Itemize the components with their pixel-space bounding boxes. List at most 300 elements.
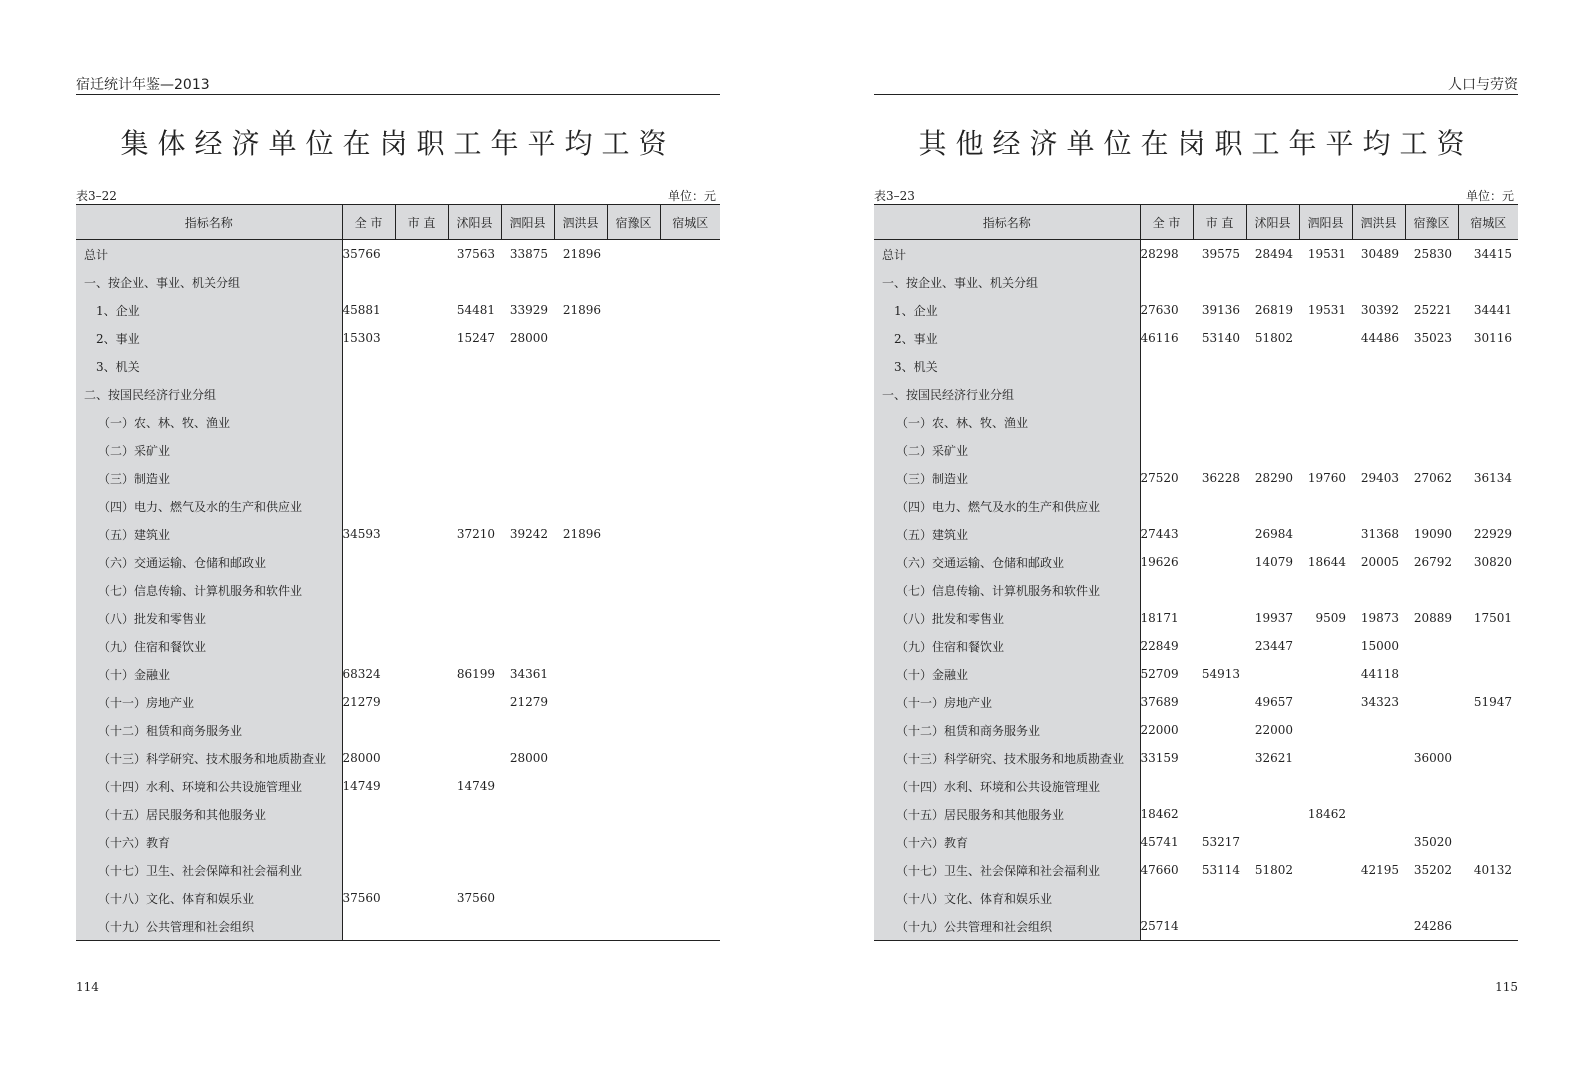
cell-value bbox=[501, 548, 554, 576]
table-row bbox=[76, 688, 720, 716]
cell-value bbox=[342, 716, 395, 744]
cell-value bbox=[554, 268, 607, 296]
cell-value bbox=[501, 716, 554, 744]
cell-value bbox=[448, 408, 501, 436]
cell-value bbox=[660, 800, 720, 828]
cell-value bbox=[1458, 744, 1518, 772]
cell-value bbox=[1405, 884, 1458, 912]
header-rule bbox=[874, 94, 1518, 95]
table-number: 表3–23 bbox=[874, 189, 915, 203]
cell-value bbox=[448, 800, 501, 828]
cell-value bbox=[554, 464, 607, 492]
cell-value: 17501 bbox=[1473, 611, 1512, 625]
cell-value bbox=[1352, 744, 1405, 772]
table-row bbox=[76, 436, 720, 464]
running-head-text: 宿迁统计年鉴—2013 bbox=[76, 77, 210, 93]
table-body bbox=[76, 240, 720, 941]
table-row bbox=[76, 772, 720, 800]
cell-value bbox=[395, 352, 448, 380]
cell-value bbox=[342, 408, 395, 436]
cell-value: 28290 bbox=[1254, 471, 1293, 485]
cell-value bbox=[1193, 380, 1246, 408]
cell-value bbox=[395, 632, 448, 660]
cell-value: 29403 bbox=[1360, 471, 1399, 485]
cell-value: 37689 bbox=[1140, 695, 1179, 709]
table-meta bbox=[874, 187, 1518, 203]
cell-value bbox=[554, 828, 607, 856]
cell-value bbox=[1193, 800, 1246, 828]
cell-value bbox=[501, 632, 554, 660]
column-header: 泗洪县 bbox=[554, 205, 607, 240]
cell-value bbox=[395, 576, 448, 604]
cell-value bbox=[1299, 744, 1352, 772]
cell-value: 25830 bbox=[1413, 247, 1452, 261]
cell-value bbox=[1458, 884, 1518, 912]
cell-value: 54913 bbox=[1201, 667, 1240, 681]
row-label: （二）采矿业 bbox=[874, 436, 1140, 464]
row-label: （八）批发和零售业 bbox=[874, 604, 1140, 632]
row-label: （十八）文化、体育和娱乐业 bbox=[874, 884, 1140, 912]
table-row bbox=[874, 744, 1518, 772]
cell-value: 45741 bbox=[1140, 835, 1179, 849]
cell-value: 28000 bbox=[342, 751, 381, 765]
cell-value bbox=[1246, 800, 1299, 828]
cell-value bbox=[607, 912, 660, 941]
cell-value: 32621 bbox=[1254, 751, 1293, 765]
cell-value bbox=[1299, 520, 1352, 548]
cell-value bbox=[607, 324, 660, 352]
cell-value: 51802 bbox=[1254, 331, 1293, 345]
cell-value bbox=[1352, 492, 1405, 520]
cell-value bbox=[1352, 268, 1405, 296]
table-row bbox=[76, 912, 720, 941]
cell-value bbox=[448, 436, 501, 464]
column-header: 宿豫区 bbox=[607, 205, 660, 240]
left-page bbox=[76, 0, 720, 1077]
cell-value bbox=[501, 884, 554, 912]
row-label: （十三）科学研究、技术服务和地质勘查业 bbox=[874, 744, 1140, 772]
cell-value bbox=[1405, 380, 1458, 408]
cell-value: 22929 bbox=[1473, 527, 1512, 541]
cell-value: 19760 bbox=[1307, 471, 1346, 485]
cell-value bbox=[607, 688, 660, 716]
cell-value: 44118 bbox=[1360, 667, 1399, 681]
cell-value bbox=[1193, 688, 1246, 716]
table-row bbox=[874, 660, 1518, 688]
table-row bbox=[874, 464, 1518, 492]
table-row bbox=[76, 884, 720, 912]
cell-value bbox=[1458, 352, 1518, 380]
cell-value bbox=[1405, 688, 1458, 716]
cell-value: 35766 bbox=[342, 247, 381, 261]
cell-value bbox=[607, 856, 660, 884]
cell-value bbox=[395, 324, 448, 352]
cell-value: 15000 bbox=[1360, 639, 1399, 653]
cell-value bbox=[448, 352, 501, 380]
cell-value: 68324 bbox=[342, 667, 381, 681]
cell-value bbox=[395, 436, 448, 464]
table-meta bbox=[76, 187, 720, 203]
cell-value bbox=[1299, 632, 1352, 660]
cell-value bbox=[607, 632, 660, 660]
cell-value bbox=[1193, 884, 1246, 912]
cell-value bbox=[1299, 660, 1352, 688]
column-header-indicator: 指标名称 bbox=[76, 205, 342, 240]
row-label: （十一）房地产业 bbox=[76, 688, 342, 716]
cell-value: 37560 bbox=[456, 891, 495, 905]
table-row bbox=[76, 800, 720, 828]
cell-value bbox=[660, 380, 720, 408]
cell-value bbox=[395, 744, 448, 772]
cell-value: 49657 bbox=[1254, 695, 1293, 709]
cell-value: 34441 bbox=[1473, 303, 1512, 317]
cell-value bbox=[607, 436, 660, 464]
cell-value bbox=[607, 884, 660, 912]
cell-value: 33159 bbox=[1140, 751, 1179, 765]
cell-value bbox=[607, 660, 660, 688]
row-label: （十二）租赁和商务服务业 bbox=[874, 716, 1140, 744]
cell-value bbox=[1405, 576, 1458, 604]
cell-value bbox=[395, 464, 448, 492]
cell-value bbox=[1405, 408, 1458, 436]
table-row bbox=[76, 380, 720, 408]
table-row bbox=[874, 688, 1518, 716]
cell-value: 25221 bbox=[1413, 303, 1452, 317]
table-row bbox=[76, 464, 720, 492]
right-page bbox=[874, 0, 1518, 1077]
cell-value: 33875 bbox=[509, 247, 548, 261]
cell-value bbox=[501, 464, 554, 492]
cell-value bbox=[1193, 408, 1246, 436]
table-row bbox=[874, 912, 1518, 941]
cell-value bbox=[660, 520, 720, 548]
cell-value: 22000 bbox=[1140, 723, 1179, 737]
cell-value bbox=[607, 576, 660, 604]
table-row bbox=[874, 884, 1518, 912]
cell-value bbox=[501, 828, 554, 856]
cell-value: 37563 bbox=[456, 247, 495, 261]
cell-value bbox=[1246, 576, 1299, 604]
cell-value: 45881 bbox=[342, 303, 381, 317]
row-label: （十）金融业 bbox=[76, 660, 342, 688]
wage-table bbox=[874, 204, 1518, 941]
cell-value bbox=[501, 268, 554, 296]
header-rule bbox=[76, 94, 720, 95]
table-row bbox=[874, 716, 1518, 744]
cell-value: 20889 bbox=[1413, 611, 1452, 625]
cell-value: 51947 bbox=[1473, 695, 1512, 709]
cell-value: 15247 bbox=[456, 331, 495, 345]
cell-value: 18462 bbox=[1140, 807, 1179, 821]
cell-value bbox=[448, 464, 501, 492]
row-label: （五）建筑业 bbox=[874, 520, 1140, 548]
page-number: 115 bbox=[1495, 980, 1518, 994]
cell-value bbox=[395, 520, 448, 548]
table-row bbox=[76, 352, 720, 380]
cell-value bbox=[554, 604, 607, 632]
cell-value bbox=[501, 912, 554, 941]
cell-value: 15303 bbox=[342, 331, 381, 345]
cell-value bbox=[1246, 436, 1299, 464]
cell-value: 18171 bbox=[1140, 611, 1179, 625]
table-row bbox=[76, 268, 720, 296]
cell-value: 14079 bbox=[1254, 555, 1293, 569]
table-row bbox=[874, 856, 1518, 884]
cell-value bbox=[395, 800, 448, 828]
row-label: （九）住宿和餐饮业 bbox=[874, 632, 1140, 660]
column-header: 宿城区 bbox=[1458, 205, 1518, 240]
cell-value bbox=[501, 604, 554, 632]
cell-value: 36000 bbox=[1413, 751, 1452, 765]
cell-value bbox=[554, 380, 607, 408]
cell-value bbox=[1299, 772, 1352, 800]
cell-value bbox=[1352, 828, 1405, 856]
row-label: 总计 bbox=[76, 240, 342, 269]
cell-value: 21279 bbox=[509, 695, 548, 709]
cell-value bbox=[1246, 492, 1299, 520]
cell-value bbox=[448, 492, 501, 520]
row-label: （三）制造业 bbox=[76, 464, 342, 492]
table-row bbox=[874, 240, 1518, 269]
row-label: （十五）居民服务和其他服务业 bbox=[76, 800, 342, 828]
wage-table bbox=[76, 204, 720, 941]
table-row bbox=[76, 324, 720, 352]
cell-value bbox=[1352, 912, 1405, 941]
cell-value bbox=[1299, 268, 1352, 296]
cell-value bbox=[1458, 576, 1518, 604]
cell-value bbox=[1193, 492, 1246, 520]
cell-value bbox=[607, 716, 660, 744]
column-header: 市 直 bbox=[395, 205, 448, 240]
cell-value bbox=[342, 912, 395, 941]
cell-value: 19873 bbox=[1360, 611, 1399, 625]
row-label: （十九）公共管理和社会组织 bbox=[874, 912, 1140, 941]
row-label: （十一）房地产业 bbox=[874, 688, 1140, 716]
cell-value bbox=[342, 576, 395, 604]
table-row bbox=[874, 436, 1518, 464]
cell-value bbox=[395, 296, 448, 324]
cell-value bbox=[342, 436, 395, 464]
cell-value bbox=[660, 660, 720, 688]
cell-value bbox=[607, 380, 660, 408]
cell-value bbox=[1405, 716, 1458, 744]
cell-value bbox=[1193, 772, 1246, 800]
cell-value: 19090 bbox=[1413, 527, 1452, 541]
cell-value: 37210 bbox=[456, 527, 495, 541]
table-row bbox=[874, 604, 1518, 632]
cell-value bbox=[1458, 828, 1518, 856]
cell-value bbox=[342, 268, 395, 296]
cell-value bbox=[660, 688, 720, 716]
cell-value bbox=[1193, 268, 1246, 296]
cell-value bbox=[395, 548, 448, 576]
cell-value: 51802 bbox=[1254, 863, 1293, 877]
cell-value bbox=[1299, 352, 1352, 380]
cell-value bbox=[1193, 716, 1246, 744]
cell-value bbox=[660, 716, 720, 744]
cell-value bbox=[1140, 408, 1193, 436]
cell-value bbox=[660, 464, 720, 492]
row-label: （八）批发和零售业 bbox=[76, 604, 342, 632]
cell-value bbox=[342, 828, 395, 856]
unit-label: 单位：元 bbox=[1465, 189, 1514, 203]
cell-value: 39136 bbox=[1201, 303, 1240, 317]
table-row bbox=[76, 660, 720, 688]
table-row bbox=[874, 520, 1518, 548]
cell-value bbox=[395, 408, 448, 436]
table-row bbox=[874, 632, 1518, 660]
cell-value bbox=[1299, 716, 1352, 744]
cell-value bbox=[448, 268, 501, 296]
cell-value bbox=[1299, 856, 1352, 884]
cell-value bbox=[1299, 576, 1352, 604]
cell-value: 44486 bbox=[1360, 331, 1399, 345]
cell-value bbox=[607, 492, 660, 520]
cell-value: 86199 bbox=[456, 667, 495, 681]
cell-value: 27630 bbox=[1140, 303, 1179, 317]
cell-value bbox=[342, 856, 395, 884]
cell-value bbox=[395, 884, 448, 912]
column-header: 全 市 bbox=[1140, 205, 1193, 240]
cell-value: 21896 bbox=[562, 527, 601, 541]
cell-value: 19531 bbox=[1307, 247, 1346, 261]
cell-value bbox=[660, 240, 720, 269]
cell-value bbox=[660, 436, 720, 464]
cell-value: 14749 bbox=[342, 779, 381, 793]
cell-value bbox=[1193, 912, 1246, 941]
cell-value bbox=[660, 324, 720, 352]
cell-value bbox=[1352, 716, 1405, 744]
cell-value bbox=[660, 772, 720, 800]
table-row bbox=[874, 492, 1518, 520]
cell-value: 36134 bbox=[1473, 471, 1512, 485]
cell-value bbox=[1352, 436, 1405, 464]
cell-value: 18462 bbox=[1307, 807, 1346, 821]
cell-value: 25714 bbox=[1140, 912, 1193, 941]
row-label: 总计 bbox=[874, 240, 1140, 269]
cell-value bbox=[395, 716, 448, 744]
cell-value bbox=[554, 324, 607, 352]
cell-value bbox=[1458, 436, 1518, 464]
running-header bbox=[874, 74, 1518, 94]
table-row bbox=[874, 296, 1518, 324]
row-label: （十四）水利、环境和公共设施管理业 bbox=[874, 772, 1140, 800]
cell-value bbox=[554, 856, 607, 884]
cell-value bbox=[1458, 660, 1518, 688]
cell-value bbox=[448, 744, 501, 772]
cell-value bbox=[501, 576, 554, 604]
cell-value bbox=[1299, 912, 1352, 941]
column-header: 宿豫区 bbox=[1405, 205, 1458, 240]
cell-value: 30820 bbox=[1473, 555, 1512, 569]
cell-value: 37560 bbox=[342, 891, 381, 905]
running-head-text: 人口与劳资 bbox=[1448, 77, 1518, 93]
cell-value bbox=[448, 828, 501, 856]
cell-value: 18644 bbox=[1307, 555, 1346, 569]
cell-value bbox=[607, 744, 660, 772]
cell-value bbox=[342, 464, 395, 492]
cell-value bbox=[660, 912, 720, 941]
cell-value bbox=[554, 408, 607, 436]
cell-value: 23447 bbox=[1254, 639, 1293, 653]
cell-value bbox=[554, 800, 607, 828]
cell-value bbox=[1140, 772, 1193, 800]
cell-value bbox=[501, 408, 554, 436]
table-row bbox=[874, 380, 1518, 408]
cell-value bbox=[448, 688, 501, 716]
column-header: 沭阳县 bbox=[448, 205, 501, 240]
cell-value bbox=[395, 688, 448, 716]
cell-value bbox=[1299, 324, 1352, 352]
row-label: 二、按国民经济行业分组 bbox=[76, 380, 342, 408]
cell-value bbox=[1246, 352, 1299, 380]
cell-value bbox=[1193, 436, 1246, 464]
cell-value: 54481 bbox=[456, 303, 495, 317]
cell-value: 53114 bbox=[1201, 863, 1240, 877]
cell-value: 36228 bbox=[1201, 471, 1240, 485]
cell-value bbox=[554, 492, 607, 520]
cell-value: 35023 bbox=[1413, 331, 1452, 345]
table-row bbox=[76, 604, 720, 632]
cell-value bbox=[1140, 576, 1193, 604]
cell-value: 19626 bbox=[1140, 555, 1179, 569]
cell-value bbox=[607, 296, 660, 324]
row-label: （十）金融业 bbox=[874, 660, 1140, 688]
cell-value bbox=[448, 604, 501, 632]
cell-value bbox=[1352, 408, 1405, 436]
cell-value bbox=[342, 380, 395, 408]
row-label: （二）采矿业 bbox=[76, 436, 342, 464]
cell-value bbox=[1193, 352, 1246, 380]
cell-value bbox=[660, 576, 720, 604]
cell-value bbox=[501, 856, 554, 884]
cell-value bbox=[342, 604, 395, 632]
table-header-row bbox=[76, 205, 720, 240]
column-header: 宿城区 bbox=[660, 205, 720, 240]
row-label: （十四）水利、环境和公共设施管理业 bbox=[76, 772, 342, 800]
cell-value: 53140 bbox=[1201, 331, 1240, 345]
row-label: （十七）卫生、社会保障和社会福利业 bbox=[874, 856, 1140, 884]
cell-value bbox=[660, 744, 720, 772]
cell-value bbox=[395, 912, 448, 941]
cell-value bbox=[395, 772, 448, 800]
cell-value bbox=[607, 800, 660, 828]
row-label: （三）制造业 bbox=[874, 464, 1140, 492]
row-label: 一、按企业、事业、机关分组 bbox=[76, 268, 342, 296]
cell-value bbox=[1246, 828, 1299, 856]
cell-value bbox=[554, 548, 607, 576]
cell-value bbox=[395, 240, 448, 269]
row-label: 2、事业 bbox=[874, 324, 1140, 352]
cell-value bbox=[1458, 380, 1518, 408]
cell-value bbox=[1352, 352, 1405, 380]
cell-value bbox=[342, 548, 395, 576]
table-body bbox=[874, 240, 1518, 941]
cell-value bbox=[1193, 744, 1246, 772]
cell-value: 52709 bbox=[1140, 667, 1179, 681]
row-label: （十八）文化、体育和娱乐业 bbox=[76, 884, 342, 912]
cell-value bbox=[1458, 268, 1518, 296]
row-label: 一、按企业、事业、机关分组 bbox=[874, 268, 1140, 296]
cell-value: 53217 bbox=[1201, 835, 1240, 849]
cell-value bbox=[395, 380, 448, 408]
cell-value bbox=[1458, 632, 1518, 660]
table-row bbox=[874, 324, 1518, 352]
cell-value: 27062 bbox=[1413, 471, 1452, 485]
row-label: （一）农、林、牧、渔业 bbox=[76, 408, 342, 436]
cell-value bbox=[1140, 884, 1193, 912]
cell-value bbox=[1246, 268, 1299, 296]
